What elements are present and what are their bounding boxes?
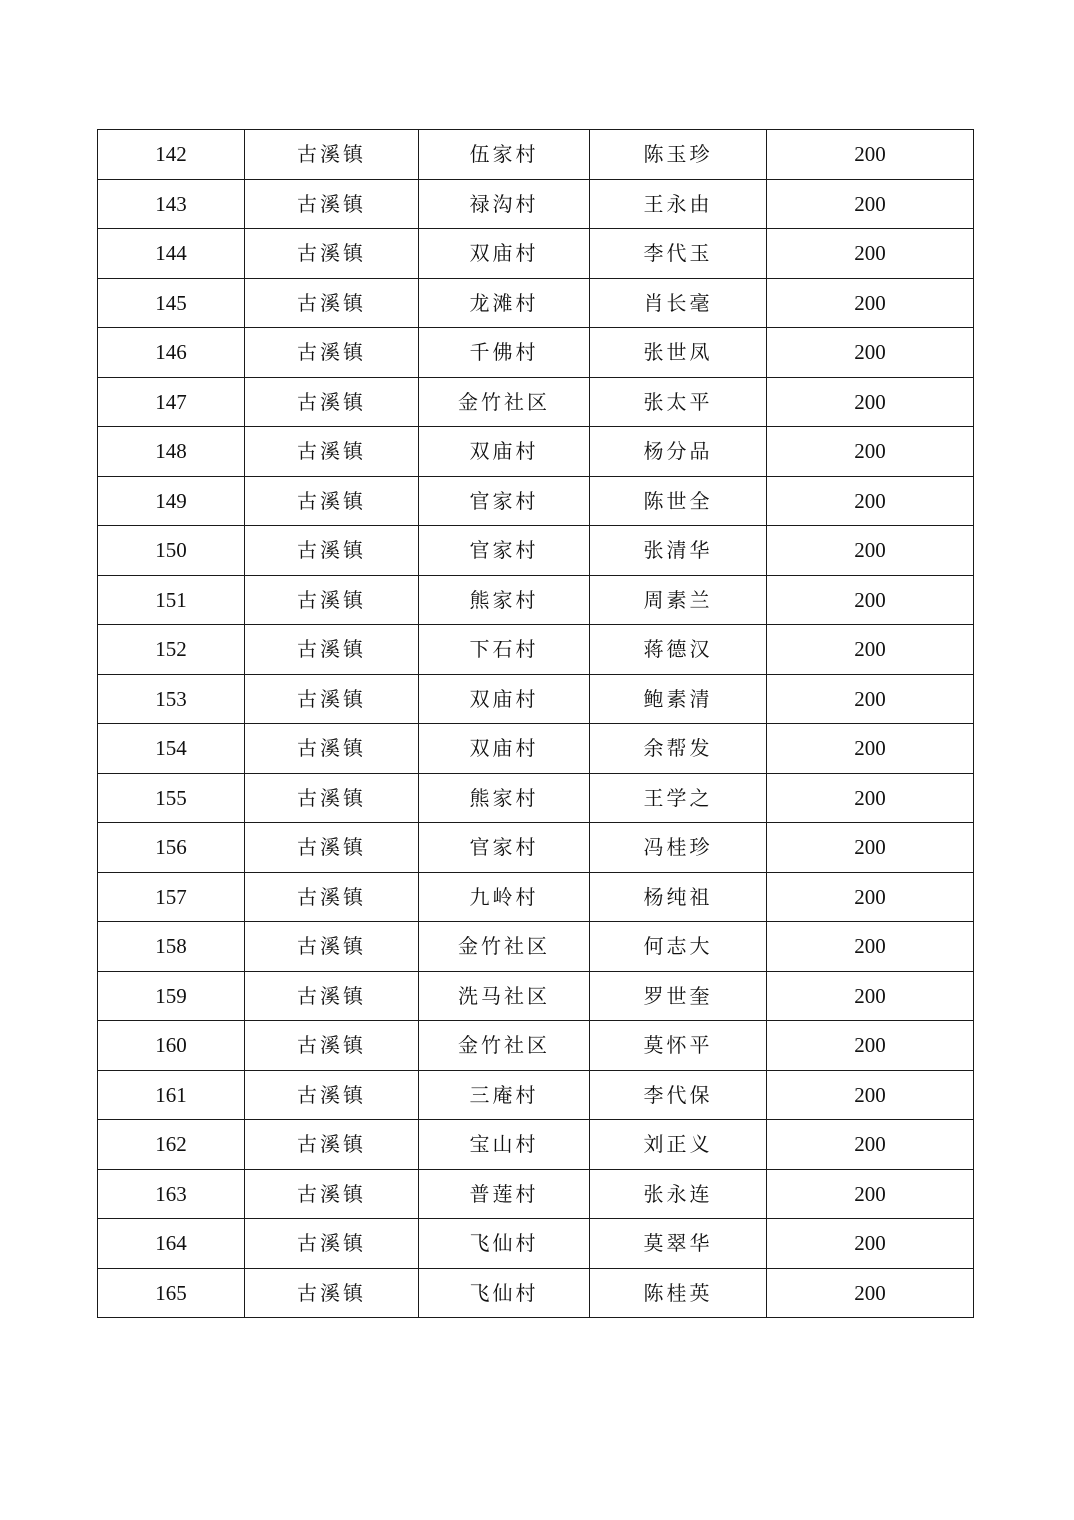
cell-village: 熊家村: [419, 575, 590, 625]
cell-amount: 200: [767, 1070, 974, 1120]
cell-serial-number: 153: [98, 674, 245, 724]
cell-amount: 200: [767, 179, 974, 229]
cell-person-name: 张太平: [590, 377, 767, 427]
table-body: [98, 130, 974, 1318]
cell-serial-number: 147: [98, 377, 245, 427]
cell-town: 古溪镇: [245, 1021, 419, 1071]
cell-amount: 200: [767, 526, 974, 576]
table-row: [98, 872, 974, 922]
cell-amount: 200: [767, 476, 974, 526]
table-row: [98, 724, 974, 774]
table-row: [98, 823, 974, 873]
table-row: [98, 1169, 974, 1219]
table-row: [98, 922, 974, 972]
cell-serial-number: 161: [98, 1070, 245, 1120]
cell-town: 古溪镇: [245, 377, 419, 427]
cell-town: 古溪镇: [245, 724, 419, 774]
cell-serial-number: 155: [98, 773, 245, 823]
cell-amount: 200: [767, 872, 974, 922]
cell-amount: 200: [767, 377, 974, 427]
cell-amount: 200: [767, 823, 974, 873]
cell-amount: 200: [767, 1268, 974, 1318]
cell-serial-number: 152: [98, 625, 245, 675]
cell-town: 古溪镇: [245, 130, 419, 180]
table-row: [98, 773, 974, 823]
cell-person-name: 罗世奎: [590, 971, 767, 1021]
cell-town: 古溪镇: [245, 328, 419, 378]
cell-serial-number: 151: [98, 575, 245, 625]
cell-amount: 200: [767, 1021, 974, 1071]
cell-serial-number: 157: [98, 872, 245, 922]
cell-person-name: 周素兰: [590, 575, 767, 625]
table-row: [98, 179, 974, 229]
cell-person-name: 莫翠华: [590, 1219, 767, 1269]
table-row: [98, 229, 974, 279]
cell-village: 双庙村: [419, 674, 590, 724]
cell-village: 双庙村: [419, 427, 590, 477]
cell-person-name: 王永由: [590, 179, 767, 229]
cell-person-name: 李代玉: [590, 229, 767, 279]
cell-serial-number: 146: [98, 328, 245, 378]
cell-serial-number: 148: [98, 427, 245, 477]
cell-village: 双庙村: [419, 229, 590, 279]
table-row: [98, 971, 974, 1021]
cell-serial-number: 144: [98, 229, 245, 279]
cell-amount: 200: [767, 575, 974, 625]
cell-village: 下石村: [419, 625, 590, 675]
cell-serial-number: 159: [98, 971, 245, 1021]
cell-serial-number: 149: [98, 476, 245, 526]
cell-person-name: 李代保: [590, 1070, 767, 1120]
cell-town: 古溪镇: [245, 179, 419, 229]
cell-amount: 200: [767, 1169, 974, 1219]
cell-person-name: 陈世全: [590, 476, 767, 526]
cell-amount: 200: [767, 130, 974, 180]
cell-village: 伍家村: [419, 130, 590, 180]
cell-amount: 200: [767, 971, 974, 1021]
cell-village: 官家村: [419, 823, 590, 873]
cell-village: 千佛村: [419, 328, 590, 378]
cell-village: 熊家村: [419, 773, 590, 823]
cell-village: 九岭村: [419, 872, 590, 922]
table-row: [98, 1268, 974, 1318]
cell-town: 古溪镇: [245, 476, 419, 526]
cell-town: 古溪镇: [245, 625, 419, 675]
cell-village: 普莲村: [419, 1169, 590, 1219]
cell-person-name: 鲍素清: [590, 674, 767, 724]
cell-person-name: 刘正义: [590, 1120, 767, 1170]
cell-serial-number: 142: [98, 130, 245, 180]
cell-serial-number: 163: [98, 1169, 245, 1219]
subsidy-list-table: [97, 129, 974, 1318]
cell-person-name: 何志大: [590, 922, 767, 972]
cell-serial-number: 162: [98, 1120, 245, 1170]
cell-person-name: 莫怀平: [590, 1021, 767, 1071]
cell-village: 官家村: [419, 476, 590, 526]
cell-village: 金竹社区: [419, 1021, 590, 1071]
table-row: [98, 526, 974, 576]
cell-amount: 200: [767, 922, 974, 972]
cell-village: 飞仙村: [419, 1219, 590, 1269]
cell-person-name: 王学之: [590, 773, 767, 823]
cell-amount: 200: [767, 1219, 974, 1269]
table-row: [98, 575, 974, 625]
table-row: [98, 625, 974, 675]
cell-serial-number: 143: [98, 179, 245, 229]
table-row: [98, 328, 974, 378]
table-row: [98, 377, 974, 427]
cell-town: 古溪镇: [245, 674, 419, 724]
cell-village: 金竹社区: [419, 377, 590, 427]
cell-town: 古溪镇: [245, 1070, 419, 1120]
cell-serial-number: 160: [98, 1021, 245, 1071]
table-row: [98, 278, 974, 328]
cell-amount: 200: [767, 773, 974, 823]
cell-serial-number: 158: [98, 922, 245, 972]
cell-serial-number: 164: [98, 1219, 245, 1269]
cell-person-name: 杨纯祖: [590, 872, 767, 922]
cell-town: 古溪镇: [245, 526, 419, 576]
cell-town: 古溪镇: [245, 229, 419, 279]
cell-town: 古溪镇: [245, 278, 419, 328]
cell-amount: 200: [767, 278, 974, 328]
cell-person-name: 陈桂英: [590, 1268, 767, 1318]
cell-amount: 200: [767, 674, 974, 724]
cell-village: 双庙村: [419, 724, 590, 774]
cell-person-name: 杨分品: [590, 427, 767, 477]
cell-town: 古溪镇: [245, 575, 419, 625]
cell-amount: 200: [767, 724, 974, 774]
table-row: [98, 1120, 974, 1170]
cell-serial-number: 145: [98, 278, 245, 328]
cell-village: 禄沟村: [419, 179, 590, 229]
cell-serial-number: 150: [98, 526, 245, 576]
cell-town: 古溪镇: [245, 922, 419, 972]
cell-person-name: 张永连: [590, 1169, 767, 1219]
cell-village: 飞仙村: [419, 1268, 590, 1318]
cell-town: 古溪镇: [245, 971, 419, 1021]
cell-town: 古溪镇: [245, 1268, 419, 1318]
table-row: [98, 427, 974, 477]
cell-amount: 200: [767, 427, 974, 477]
cell-town: 古溪镇: [245, 1169, 419, 1219]
cell-serial-number: 154: [98, 724, 245, 774]
cell-village: 龙滩村: [419, 278, 590, 328]
table-row: [98, 476, 974, 526]
table-row: [98, 674, 974, 724]
cell-town: 古溪镇: [245, 1219, 419, 1269]
cell-town: 古溪镇: [245, 872, 419, 922]
cell-person-name: 张清华: [590, 526, 767, 576]
cell-town: 古溪镇: [245, 427, 419, 477]
cell-town: 古溪镇: [245, 773, 419, 823]
cell-person-name: 陈玉珍: [590, 130, 767, 180]
cell-town: 古溪镇: [245, 1120, 419, 1170]
cell-amount: 200: [767, 625, 974, 675]
table-row: [98, 130, 974, 180]
cell-amount: 200: [767, 1120, 974, 1170]
cell-person-name: 冯桂珍: [590, 823, 767, 873]
table-row: [98, 1021, 974, 1071]
cell-village: 洗马社区: [419, 971, 590, 1021]
table-row: [98, 1070, 974, 1120]
cell-village: 官家村: [419, 526, 590, 576]
cell-amount: 200: [767, 229, 974, 279]
table-row: [98, 1219, 974, 1269]
cell-person-name: 张世凤: [590, 328, 767, 378]
cell-person-name: 蒋德汉: [590, 625, 767, 675]
cell-village: 三庵村: [419, 1070, 590, 1120]
cell-serial-number: 165: [98, 1268, 245, 1318]
cell-person-name: 余帮发: [590, 724, 767, 774]
cell-village: 金竹社区: [419, 922, 590, 972]
cell-amount: 200: [767, 328, 974, 378]
cell-town: 古溪镇: [245, 823, 419, 873]
cell-serial-number: 156: [98, 823, 245, 873]
cell-person-name: 肖长毫: [590, 278, 767, 328]
cell-village: 宝山村: [419, 1120, 590, 1170]
